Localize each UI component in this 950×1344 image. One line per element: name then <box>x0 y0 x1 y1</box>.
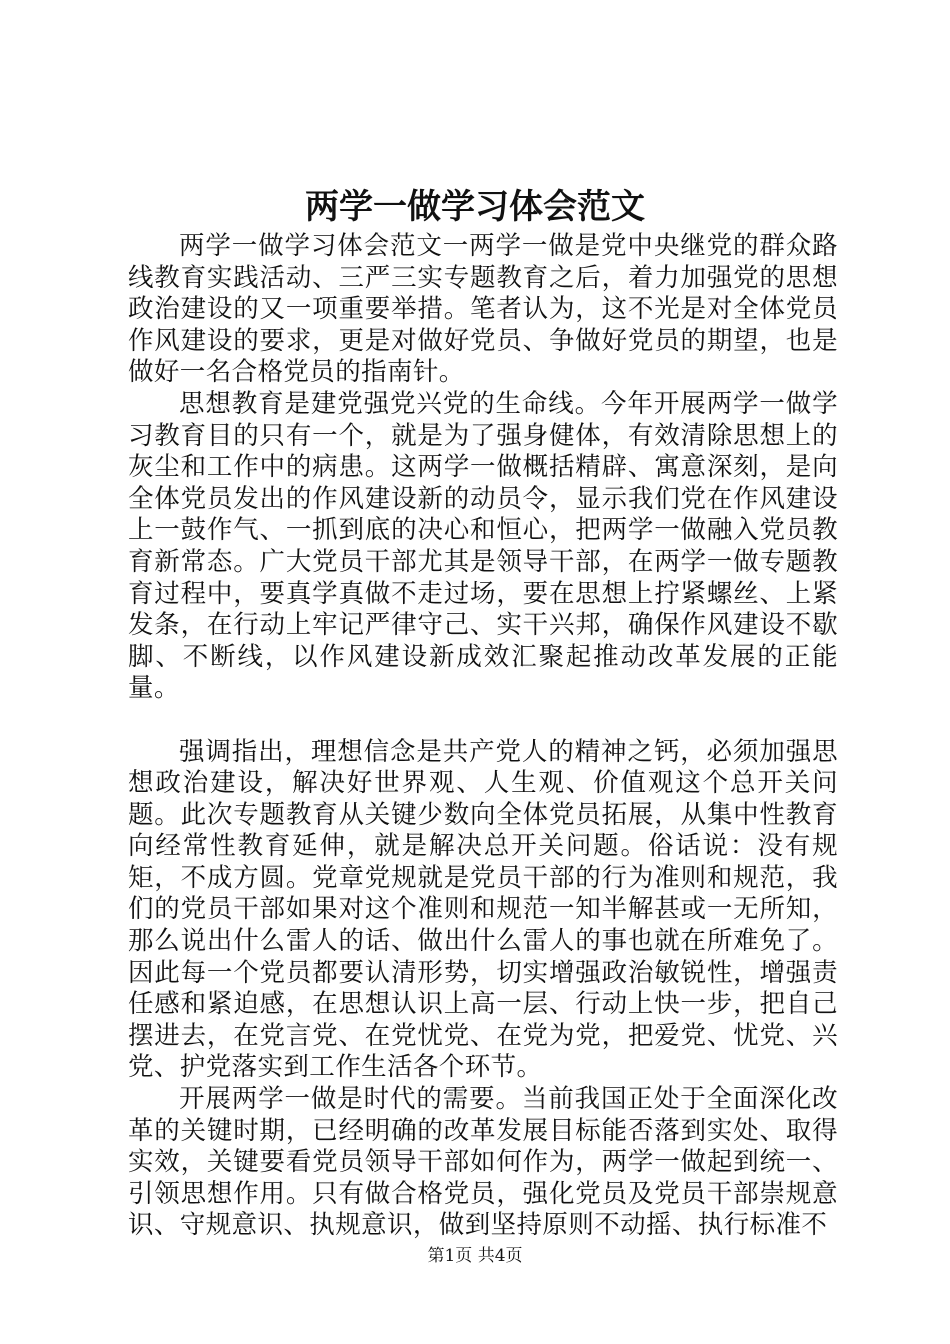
document-body <box>128 231 838 1242</box>
paragraph-spacer <box>128 705 838 737</box>
paragraph-3: 强调指出，理想信念是共产党人的精神之钙，必须加强思想政治建设，解决好世界观、人生观、价值观这个总开关问题。此次专题教育从关键少数向全体党员拓展，从集中性教育向经常性教育延伸，就是解决总开关问题。俗话说：没有规矩，不成方圆。党章党规就是党员干部的行为准则和规范，我们的党员干部如果对这个准则和规范一知半解甚或一无所知，那么说出什么雷人的话、做出什么雷人的事也就在所难免了。因此每一个党员都要认清形势，切实增强政治敏锐性，增强责任感和紧迫感，在思想认识上高一层、行动上快一步，把自己摆进去，在党言党、在党忧党、在党为党，把爱党、忧党、兴党、护党落实到工作生活各个环节。 <box>128 736 838 1083</box>
page-title: 两学一做学习体会范文 <box>305 187 645 227</box>
paragraph-1: 两学一做学习体会范文一两学一做是党中央继党的群众路线教育实践活动、三严三实专题教育之后，着力加强党的思想政治建设的又一项重要举措。笔者认为，这不光是对全体党员作风建设的要求，更是对做好党员、争做好党员的期望，也是做好一名合格党员的指南针。 <box>128 231 838 388</box>
paragraph-2: 思想教育是建党强党兴党的生命线。今年开展两学一做学习教育目的只有一个，就是为了强身健体，有效清除思想上的灰尘和工作中的病患。这两学一做概括精辟、寓意深刻，是向全体党员发出的作风建设新的动员令，显示我们党在作风建设上一鼓作气、一抓到底的决心和恒心，把两学一做融入党员教育新常态。广大党员干部尤其是领导干部，在两学一做专题教育过程中，要真学真做不走过场，要在思想上拧紧螺丝、上紧发条，在行动上牢记严律守己、实干兴邦，确保作风建设不歇脚、不断线，以作风建设新成效汇聚起推动改革发展的正能量。 <box>128 388 838 704</box>
paragraph-4: 开展两学一做是时代的需要。当前我国正处于全面深化改革的关键时期，已经明确的改革发展目标能否落到实处、取得实效，关键要看党员领导干部如何作为，两学一做起到统一、引领思想作用。只有做合格党员，强化党员及党员干部崇规意识、守规意识、执规意识，做到坚持原则不动摇、执行标准不 <box>128 1084 838 1241</box>
page-number-footer: 第1页 共4页 <box>427 1246 523 1266</box>
